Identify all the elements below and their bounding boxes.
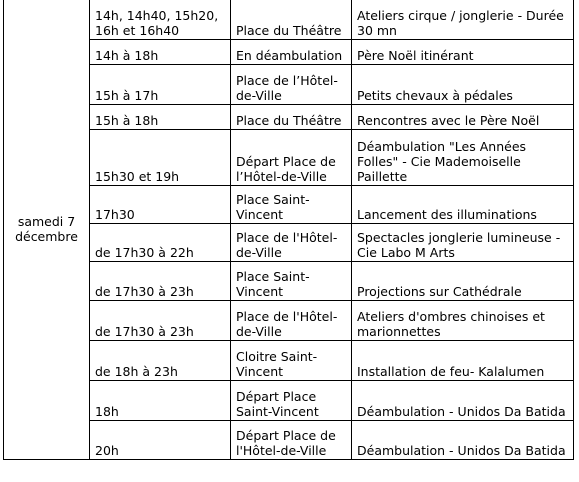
table-row (4, 341, 574, 381)
time-cell: de 18h à 23h (90, 341, 231, 381)
place-cell: Départ Place de l’Hôtel-de-Ville (231, 130, 352, 186)
place-cell: Place du Théâtre (231, 0, 352, 40)
schedule-table (3, 0, 574, 460)
event-cell: Ateliers cirque / jonglerie - Durée 30 mn (352, 0, 574, 40)
event-cell: Lancement des illuminations (352, 186, 574, 224)
time-cell: 17h30 (90, 186, 231, 224)
event-cell: Père Noël itinérant (352, 40, 574, 65)
event-cell: Spectacles jonglerie lumineuse - Cie Labo M Arts (352, 224, 574, 262)
place-cell: Départ Place de l'Hôtel-de-Ville (231, 421, 352, 460)
time-cell: 14h, 14h40, 15h20, 16h et 16h40 (90, 0, 231, 40)
time-cell: de 17h30 à 23h (90, 262, 231, 301)
place-cell: Départ Place Saint-Vincent (231, 381, 352, 421)
event-cell: Petits chevaux à pédales (352, 65, 574, 105)
event-cell: Projections sur Cathédrale (352, 262, 574, 301)
event-cell: Installation de feu- Kalalumen (352, 341, 574, 381)
place-cell: Place du Théâtre (231, 105, 352, 130)
table-row (4, 262, 574, 301)
event-cell: Déambulation "Les Années Folles" - Cie Mademoiselle Paillette (352, 130, 574, 186)
time-cell: 18h (90, 381, 231, 421)
time-cell: de 17h30 à 23h (90, 301, 231, 341)
table-row (4, 224, 574, 262)
event-cell: Ateliers d'ombres chinoises et marionnettes (352, 301, 574, 341)
table-row (4, 301, 574, 341)
place-cell: Place de l’Hôtel-de-Ville (231, 65, 352, 105)
place-cell: Place de l'Hôtel-de-Ville (231, 301, 352, 341)
table-row (4, 40, 574, 65)
time-cell: 20h (90, 421, 231, 460)
place-cell: Place de l'Hôtel-de-Ville (231, 224, 352, 262)
time-cell: 14h à 18h (90, 40, 231, 65)
time-cell: de 17h30 à 22h (90, 224, 231, 262)
time-cell: 15h30 et 19h (90, 130, 231, 186)
day-cell: samedi 7 décembre (4, 0, 90, 460)
time-cell: 15h à 17h (90, 65, 231, 105)
table-row (4, 130, 574, 186)
place-cell: Place Saint-Vincent (231, 262, 352, 301)
schedule-body (4, 0, 574, 460)
time-cell: 15h à 18h (90, 105, 231, 130)
place-cell: Place Saint-Vincent (231, 186, 352, 224)
table-row (4, 105, 574, 130)
table-row (4, 0, 574, 40)
event-cell: Rencontres avec le Père Noël (352, 105, 574, 130)
event-cell: Déambulation - Unidos Da Batida (352, 381, 574, 421)
table-row (4, 421, 574, 460)
place-cell: En déambulation (231, 40, 352, 65)
table-row (4, 186, 574, 224)
place-cell: Cloitre Saint-Vincent (231, 341, 352, 381)
event-cell: Déambulation - Unidos Da Batida (352, 421, 574, 460)
table-row (4, 381, 574, 421)
table-row (4, 65, 574, 105)
